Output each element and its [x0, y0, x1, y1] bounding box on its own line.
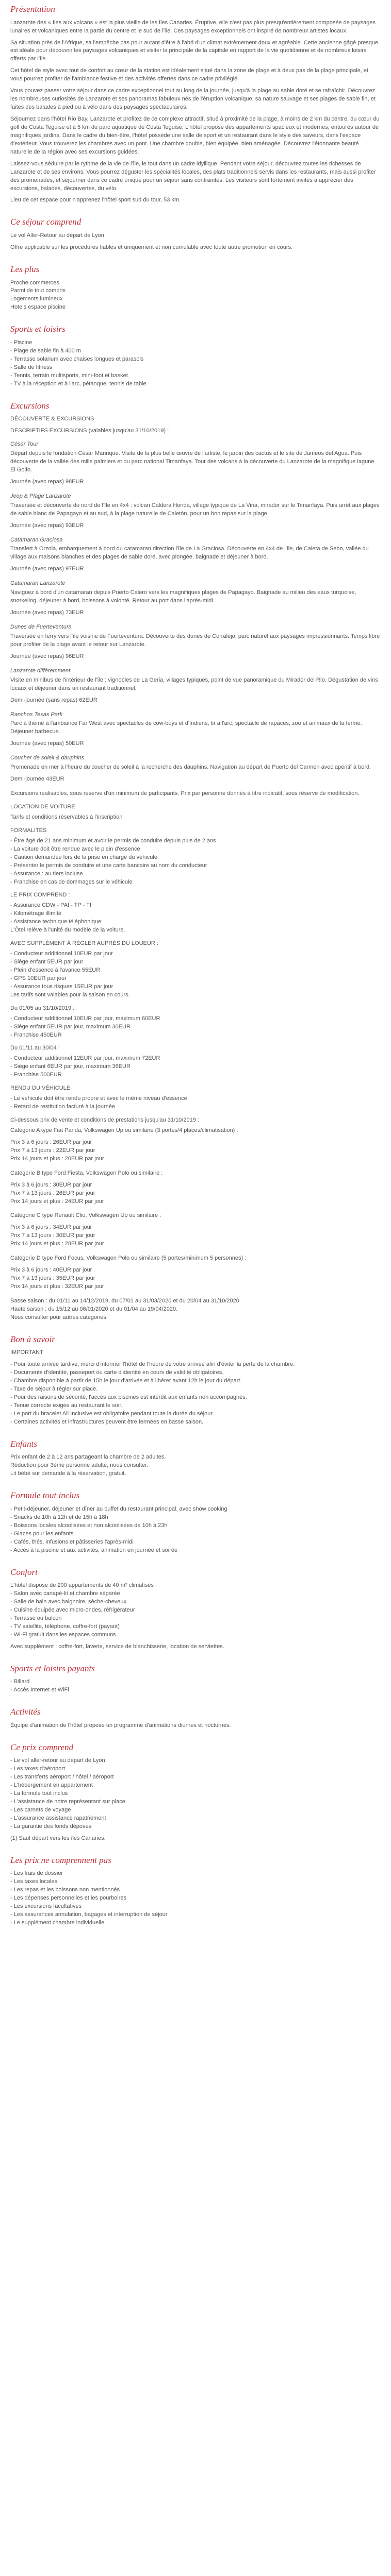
excursion-price: Journée (avec repas) 93EUR [10, 522, 84, 529]
excursion-item [10, 711, 381, 749]
comfort-list [10, 1582, 381, 1639]
period-item: - Conducteur additionnel 10EUR par jour, maximum 60EUR [10, 1015, 160, 1022]
good-to-know-item: - Tenue correcte exigée au restaurant le soir. [10, 1402, 123, 1409]
comfort-item: - TV satellite, téléphone, coffre-fort (payant) [10, 1623, 120, 1630]
period-item: - Conducteur additionnel 12EUR par jour, maximum 72EUR [10, 1055, 160, 1062]
lieu-list [10, 279, 381, 312]
excursion-name: Catamaran Graciosa [10, 536, 63, 543]
comfort-item: L'hôtel dispose de 200 appartements de 40 m² climatisés : [10, 1582, 157, 1589]
options-item: - Assurance tous risques 15EUR par jour [10, 983, 113, 990]
sports-list [10, 339, 381, 388]
excursion-name: Ranchos Texas Park [10, 711, 63, 718]
price-includes-section-item: - L'hébergement en appartement [10, 1782, 93, 1789]
price-includes-section-item: - L'assurance assistance rapatriement [10, 1815, 106, 1821]
price-includes-section-item: - La garantie des fonds déposés [10, 1823, 92, 1829]
good-to-know-item: - Documents d'identité, passeport ou carte d'identité en cours de validité obligatoires. [10, 1369, 224, 1376]
price-excludes-item: - Les frais de dossier [10, 1870, 63, 1877]
price-excludes-item: - Les excursions facultatives [10, 1903, 82, 1910]
excursion-item [10, 754, 381, 784]
comfort-item: - Salle de bain avec baignoire, sèche-cheveux [10, 1599, 127, 1605]
category-name: Catégorie D type Ford Focus, Volkswagen Polo ou similaire (5 portes/minimum 5 personnes) : [10, 1255, 247, 1262]
all-inclusive-list [10, 1505, 381, 1555]
comfort-item: - Cuisine équipée avec micro-ondes, réfrigérateur [10, 1607, 135, 1614]
price-includes-section-item: - La formule tout inclus [10, 1790, 68, 1797]
paid-sports-item: - Billard [10, 1679, 30, 1685]
excursion-text: Transfert à Orzola, embarquement à bord du catamaran direction l'île de La Graciosa. Découverte en 4x4 de l'île, de Caleta de Sebo, vallée du village aux maisons blanches et des plages de sable doré, avec plongée, baignade et déjeuner à bord. [10, 546, 369, 561]
all-inclusive-item: - Cafés, thés, infusions et pâtisseries l'après-midi [10, 1538, 134, 1545]
car-rental-item: - La voiture doit être rendue avec le plein d'essence [10, 845, 140, 852]
good-to-know-item: - Pour toute arrivée tardive, merci d'informer l'hôtel de l'heure de votre arrivée afin d'éviter la perte de la chambre. [10, 1361, 295, 1368]
price-includes-note: L'Ôtel relève à l'unité du modèle de la voiture. [10, 927, 125, 934]
category-name: Catégorie B type Ford Fiesta, Volkswagen Polo ou similaire : [10, 1170, 163, 1176]
excursion-text: Traversée et découverte du nord de l'île en 4x4 : volcan Caldera Honda, village typique de La Vina, mirador sur le Timanfaya. Puis arrêt aux plages de sable blanc de Papagayo et au sud, à la plage naturelle de Caletón, pour un bon repas sur la plage. [10, 502, 380, 517]
category-price: Prix 14 jours et plus : 20EUR par jour [10, 1155, 104, 1162]
price-includes-section-item: - Les taxes d'aéroport [10, 1766, 66, 1772]
category-name: Catégorie C type Renault Clio, Volkswagen Up ou similaire : [10, 1212, 161, 1219]
car-rental-title: LOCATION DE VOITURE [10, 804, 75, 810]
excursion-text: Parc à thème à l'ambiance Far West avec spectacles de cow-boys et d'Indiens, tir à l'arc, spectacle de rapaces, zoo et animaux de la ferme. Déjeuner barbecue. [10, 720, 362, 735]
price-includes-section-item: - L'assistance de notre représentant sur place [10, 1799, 125, 1805]
excursions-title: Excursions [10, 400, 50, 411]
car-rental-intro: Tarifs et conditions réservables à l'inscription [10, 814, 123, 820]
presentation-paragraph: Lanzarote des « îles aux volcans » est la plus vieille de les îles Canaries. Éruptive, elle n'est pas plus presqu'entièrement composée de paysages lunaires et volcaniques entre la partie du centre et le sud de l'île. Ces paysages exceptionnels ont inspiré de nombreux artistes locaux. [10, 19, 376, 34]
car-rental-formalities: FORMALITÉS [10, 827, 47, 834]
excursion-price: Journée (avec repas) 96EUR [10, 653, 84, 659]
category-price: Prix 7 à 13 jours : 22EUR par jour [10, 1147, 95, 1154]
vehicle-return-list [10, 1095, 381, 1111]
excursion-name: Coucher de soleil & dauphins [10, 755, 85, 761]
car-rental-item: - Présenter le permis de conduire et une carte bancaire au nom du conducteur [10, 862, 207, 869]
sports-item: - Terrasse solarium avec chaises longues et parasols [10, 355, 144, 362]
period-2-title: Du 01/11 au 30/04 : [10, 1045, 60, 1052]
category-price: Prix 7 à 13 jours : 30EUR par jour [10, 1232, 95, 1239]
excursion-item [10, 623, 381, 661]
price-includes-section-item: - Le vol aller-retour au départ de Lyon [10, 1757, 105, 1764]
presentation-paragraph: Sa situation près de l'Afrique, sa l'empêche pas pour autant d'être à l'abri d'un climat extrêmement doux et agréable. Cette ancienne gâgé presque est idéale pour découvrir les paysages volcaniques et visiter la principale de la capitale en rapport de la vie quotidienne et de nombreux loisirs offerts par l'île. [10, 39, 379, 62]
good-to-know-list [10, 1361, 381, 1427]
excursion-price: Journée (avec repas) 98EUR [10, 478, 84, 485]
car-rental-item: - Franchise en cas de dommages sur le véhicule [10, 878, 133, 885]
excursion-item [10, 440, 381, 486]
excursion-text: Naviguez à bord d'un catamaran depuis Puerto Calero vers les magnifiques plages de Papagayo. Baignade au milieu des eaux turquoise, snorkeling, déjeuner à bord, boissons à volonté. Retour au port dans l'après-midi. [10, 589, 356, 604]
comfort-item: - Wi-Fi gratuit dans les espaces communs [10, 1631, 116, 1638]
excursion-price: Journée (avec repas) 50EUR [10, 740, 84, 747]
excursion-item [10, 493, 381, 530]
categories-intro: Ci-dessous prix de vente et conditions de prestations jusqu'au 31/10/2019 : [10, 1117, 199, 1124]
price-includes-section-note: (1) Sauf départ vers les îles Canaries. [10, 1835, 106, 1841]
sports-title: Sports et loisirs [10, 324, 66, 334]
all-inclusive-item: - Glaces pour les enfants [10, 1530, 74, 1537]
presentation-text [10, 19, 381, 205]
activities-title: Activités [10, 1707, 41, 1717]
price-excludes-list [10, 1870, 381, 1927]
paid-sports-item: - Accès Internet et WiFi [10, 1687, 69, 1693]
options-item: - Conducteur additionnel 10EUR par jour [10, 951, 113, 957]
period-1-title: Du 01/05 au 31/10/2019 : [10, 1005, 75, 1011]
children-item: Réduction pour 3ème personne adulte, nous consulter. [10, 1462, 149, 1469]
price-excludes-item: - Les taxes locales [10, 1878, 58, 1885]
season-notes [10, 1297, 381, 1322]
period-item: - Franchise 450EUR [10, 1031, 62, 1038]
price-includes-section-item: - Les transferts aéroport / hôtel / aéroport [10, 1774, 114, 1781]
options-note: Les tarifs sont valables pour la saison en cours. [10, 991, 130, 998]
excursion-text: Départ depuis le fondation César Manrique. Visite de la plus belle œuvre de l'artiste, le jardin des cactus et le site de Jameos del Agua. Puis découverte de la vallée des mille palmiers et du parc national Timanfaya. Tour des volcans à la découverte du Lanzarote de la magnifique lagune El Golfo. [10, 450, 374, 473]
price-includes-item: - Kilométrage illimité [10, 910, 62, 917]
presentation-paragraph: Lieu de cet espace pour n'apprenez l'hôtel sport sud du tour, 53 km. [10, 197, 181, 204]
excursion-price: Demi-journée (sans repas) 62EUR [10, 697, 97, 703]
price-includes-section-title: Ce prix comprend [10, 1742, 74, 1752]
good-to-know-item: - Chambre disponible à partir de 15h le jour d'arrivée et à libérer avant 12h le jour du départ. [10, 1378, 242, 1384]
category-price: Prix 14 jours et plus : 24EUR par jour [10, 1198, 104, 1205]
category-price: Prix 3 à 6 jours : 40EUR par jour [10, 1267, 92, 1274]
lieu-item: Parmi de tout compris [10, 287, 66, 294]
category-item [10, 1170, 381, 1206]
good-to-know-title: Bon à savoir [10, 1334, 55, 1344]
excursion-price: Demi-journée 43EUR [10, 776, 64, 783]
vehicle-return-item: - Retard de restitution facturé à la journée [10, 1104, 116, 1110]
excursion-text: Promenade en mer à l'heure du coucher de soleil à la recherche des dauphins. Navigation au départ de Puerto del Carmen avec apéritif à bord. [10, 764, 371, 771]
price-excludes-item: - Les assurances annulation, bagages et interruption de séjour [10, 1911, 168, 1918]
category-item [10, 1212, 381, 1248]
paid-sports-title: Sports et loisirs payants [10, 1663, 95, 1673]
options-title: AVEC SUPPLÉMENT À RÉGLER AUPRÈS DU LOUEUR : [10, 940, 158, 947]
comfort-item: - Salon avec canapé-lit et chambre séparée [10, 1590, 120, 1597]
good-to-know-item: - Certaines activités et infrastructures peuvent être fermées en basse saison. [10, 1418, 204, 1425]
inclus-line: Offre applicable sur les procédures fiables et uniquement et non cumulable avec toute autre promotion en cours. [10, 244, 293, 250]
price-excludes-item: - Le supplément chambre individuelle [10, 1920, 105, 1926]
car-rental-list [10, 837, 381, 887]
lieu-item: Proche commerces [10, 279, 59, 286]
excursions-note: Excursions réalisables, sous réserve d'un minimum de participants. Prix par personne donnés à titre indicatif, sous réserve de modification. [10, 790, 360, 797]
excursion-item [10, 580, 381, 617]
category-price: Prix 3 à 6 jours : 26EUR par jour [10, 1139, 92, 1145]
lieu-title: Les plus [10, 264, 40, 274]
paid-sports-list [10, 1678, 381, 1694]
presentation-paragraph: Laissez-vous séduire par le rythme de la vie de l'île, le tout dans un cadre idyllique. Pendant votre séjour, découvrez toutes les richesses de Lanzarote et de ses environs. Vous pourrez déguster les spécialités locales, des plats traditionnels servis dans les restaurants, mais aussi profiter des promenades, et séjourner dans ce cadre unique pour un séjour sans contraintes. Les visiteurs sont fortement invités à apprécier des excursions, balades, découvertes, du vélo. [10, 160, 376, 192]
season-note: Nous consulter pour autres catégories. [10, 1314, 108, 1320]
children-list [10, 1453, 381, 1478]
category-price: Prix 7 à 13 jours : 26EUR par jour [10, 1190, 95, 1196]
category-item [10, 1255, 381, 1291]
excursion-text: Traversée en ferry vers l'île voisine de Fuerteventura. Découverte des dunes de Corralejo, parc naturel aux paysages impressionnants. Temps libre pour profiter de la plage avant le retour sur Lanzarote. [10, 633, 380, 648]
good-to-know-sub: IMPORTANT [10, 1349, 43, 1356]
all-inclusive-item: - Snacks de 10h à 12h et de 15h à 18h [10, 1514, 108, 1520]
category-price: Prix 3 à 6 jours : 30EUR par jour [10, 1181, 92, 1188]
children-title: Enfants [10, 1438, 37, 1449]
children-item: Lit bébé sur demande à la réservation, gratuit. [10, 1470, 126, 1477]
excursions-subtitle: DÉCOUVERTE & EXCURSIONS [10, 416, 94, 422]
excursion-item [10, 536, 381, 574]
sports-item: - Salle de fitness [10, 364, 53, 370]
inclus-title: Ce séjour comprend [10, 217, 82, 227]
excursion-list [10, 440, 381, 784]
price-excludes-item: - Les dépenses personnelles et les pourboires [10, 1895, 127, 1902]
activities-text: Équipe d'animation de l'hôtel propose un programme d'animations diurnes et nocturnes. [10, 1722, 231, 1728]
category-price: Prix 7 à 13 jours : 35EUR par jour [10, 1275, 95, 1282]
excursion-price: Journée (avec repas) 73EUR [10, 609, 84, 616]
excursion-name: Lanzarote différemment [10, 667, 71, 674]
options-item: - Siège enfant 5EUR par jour [10, 959, 84, 965]
excursion-name: Jeep & Plage Lanzarote [10, 493, 71, 499]
good-to-know-item: - Pour des raisons de sécurité, l'accès aux piscines est interdit aux enfants non accompagnés. [10, 1394, 247, 1401]
presentation-paragraph: Séjournez dans l'hôtel Rio Bay, Lanzarote et profitez de ce complexe attractif, situé à proximité de la plage, à moins de 2 km du centre, du cœur du golf de Costa Teguise et à 5 km du parc aquatique de Costa Teguise. L'hôtel propose des appartements spacieux et modernes, entourés autour de magnifiques jardins. Dans le cadre du bien-être, l'hôtel possède une salle de sport et un restaurant dans le style des saveurs, dans l'espace d'extérieur. Vous trouverez les chambres avec un pont. Une chambre double, bien équipée, bien aménagée. Découvrez l'étonnante beauté naturelle de la région avec ses excursions guidées. [10, 116, 380, 155]
presentation-paragraph: Vous pouvez passer votre séjour dans ce cadre exceptionnel tout au long de la journée, jusqu'à la plage au sable doré et se rafraîchir. Découvrez les nombreuses curiosités de Lanzarote et ses panoramas fabuleux nés de l'éruption volcanique, sa nature sauvage et ses plages de sable fin, et faites des balades à pied ou à vélo dans des paysages spectaculaires. [10, 88, 376, 111]
excursions-subtitle2: DESCRIPTIFS EXCURSIONS (valables jusqu'au 31/10/2019) : [10, 428, 169, 434]
period-item: - Siège enfant 6EUR par jour, maximum 36EUR [10, 1063, 131, 1070]
period-1-list [10, 1015, 381, 1040]
excursion-price: Journée (avec repas) 97EUR [10, 566, 84, 572]
lieu-item: Hotels espace piscine [10, 304, 66, 311]
period-item: - Siège enfant 5EUR par jour, maximum 30EUR [10, 1023, 131, 1030]
car-rental-item: - Caution demandée lors de la prise en charge du véhicule [10, 854, 157, 860]
period-item: - Franchise 500EUR [10, 1072, 62, 1078]
price-includes-item: - Assistance technique téléphonique [10, 919, 102, 925]
sports-item: - Plage de sable fin à 400 m [10, 347, 81, 354]
category-price: Prix 14 jours et plus : 28EUR par jour [10, 1241, 104, 1247]
category-name: Catégorie A type Fiat Panda, Volkswagen Up ou similaire (3 portes/4 places/climatisation) : [10, 1127, 238, 1133]
excursion-item [10, 667, 381, 705]
all-inclusive-item: - Boissons locales alcoolisées et non alcoolisées de 10h à 23h [10, 1522, 168, 1529]
season-note: Basse saison : du 01/11 au 14/12/2019, du 07/01 au 31/03/2020 et du 20/04 au 31/10/2020. [10, 1297, 241, 1304]
price-includes-section-list [10, 1757, 381, 1831]
car-rental-item: - Être âgé de 21 ans minimum et avoir le permis de conduire depuis plus de 2 ans [10, 837, 216, 844]
price-includes-title: LE PRIX COMPREND : [10, 892, 70, 899]
presentation-title: Présentation [10, 4, 55, 14]
excursion-name: Catamaran Lanzarote [10, 580, 66, 587]
price-excludes-title: Les prix ne comprennent pas [10, 1855, 111, 1865]
category-price: Prix 14 jours et plus : 32EUR par jour [10, 1283, 104, 1290]
excursion-name: Dunes de Fuerteventura [10, 624, 72, 631]
good-to-know-item: - Le port du bracelet All Inclusive est obligatoire pendant toute la durée du séjour. [10, 1410, 214, 1417]
sports-item: - Tennis, terrain multisports, mini-foot et basket [10, 372, 128, 379]
options-item: - GPS 10EUR par jour [10, 975, 67, 981]
all-inclusive-item: - Accès à la piscine et aux activités, animation en journée et soirée [10, 1547, 178, 1553]
car-rental-item: - Assurance : au tiers incluse [10, 870, 83, 877]
options-list [10, 950, 381, 991]
price-includes-section-item: - Les carnets de voyage [10, 1807, 71, 1814]
period-2-list [10, 1055, 381, 1079]
children-item: Prix enfant de 2 à 12 ans partageant la chambre de 2 adultes. [10, 1454, 166, 1461]
comfort-note: Avec supplément : coffre-fort, laverie, service de blanchisserie, location de serviettes. [10, 1643, 224, 1650]
comfort-item: - Terrasse ou balcon [10, 1615, 62, 1621]
lieu-item: Logements lumineux [10, 296, 63, 302]
excursion-text: Visite en minibus de l'intérieur de l'île : vignobles de La Geria, villages typiques, point de vue panoramique du Mirador del Río. Dégustation de vins locaux et déjeuner dans un restaurant traditionnel. [10, 676, 378, 691]
sports-item: - Piscine [10, 339, 32, 346]
inclus-intro: Le vol Aller-Retour au départ de Lyon [10, 232, 104, 239]
all-inclusive-title: Formule tout inclus [10, 1490, 80, 1501]
options-item: - Plein d'essence à l'avance 55EUR [10, 967, 101, 973]
vehicle-return-title: RENDU DU VÉHICULE [10, 1085, 71, 1092]
price-includes-item: - Assurance CDW - PAI - TP - TI [10, 902, 91, 909]
category-price: Prix 3 à 6 jours : 34EUR par jour [10, 1224, 92, 1231]
sports-item: - TV à la réception et à l'arc, pétanque, tennis de table [10, 380, 146, 387]
good-to-know-item: - Taxe de séjour à régler sur place. [10, 1386, 98, 1393]
price-includes-list [10, 902, 381, 926]
category-list [10, 1127, 381, 1291]
season-note: Haute saison : du 15/12 au 06/01/2020 et du 01/04 au 19/04/2020. [10, 1306, 178, 1312]
price-excludes-item: - Les repas et les boissons non mentionnés [10, 1887, 120, 1893]
presentation-paragraph: Cet hôtel de style avec tout de confort au cœur de la station est idéalement situé dans la zone de plage et à deux pas de la plage principale, et vous pourrez profiter de l'ambiance festive et des activités offertes dans ce cadre privilégié. [10, 67, 369, 82]
vehicle-return-item: - Le véhicule doit être rendu propre et avec le même niveau d'essence [10, 1095, 187, 1102]
excursion-name: César Tour [10, 441, 39, 448]
all-inclusive-item: - Petit-déjeuner, déjeuner et dîner au buffet du restaurant principal, avec show cooking [10, 1505, 227, 1512]
comfort-title: Confort [10, 1567, 38, 1577]
category-item [10, 1127, 381, 1163]
